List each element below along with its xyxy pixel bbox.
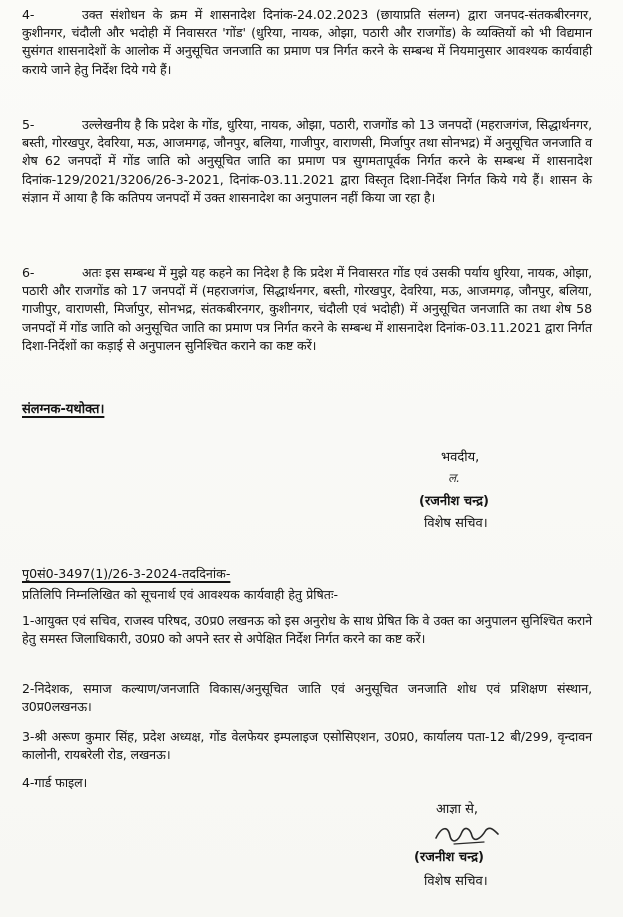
signer-name: (रजनीश चन्द्र) (419, 494, 489, 509)
paragraph-number: 4- (22, 7, 35, 22)
signer-name-2: (रजनीश चन्द्र) (414, 850, 484, 865)
paragraph-4 (22, 6, 592, 79)
signature-initials: ल. (448, 471, 460, 485)
copy-intro: प्रतिलिपि निम्नलिखित को सूचनार्थ एवं आवश्यक कार्यवाही हेतु प्रेषितः- (22, 587, 339, 602)
signer-designation-2: विशेष सचिव। (424, 874, 488, 889)
copy-item-2: 2-निदेशक, समाज कल्याण/जनजाति विकास/अनुसूचित जाति एवं अनुसूचित जनजाति शोध एवं प्रशिक्षण संस्थान, उ0प्र0लखनऊ। (22, 681, 592, 715)
copy-item-3: 3-श्री अरूण कुमार सिंह, प्रदेश अध्यक्ष, गोंड वेलफेयर इम्पलाइज एसोसिएशन, उ0प्र0, कार्यालय पता-12 बी/299, वृन्दावन कालोनी, रायबरेली रोड, लखनऊ। (22, 729, 592, 763)
copy-item-4: 4-गार्ड फाइल। (22, 775, 88, 790)
reference-number: पृ0सं0-3497(1)/26-3-2024-तददिनांक- (22, 566, 231, 581)
paragraph-number: 6- (22, 265, 35, 280)
paragraph-text: अतः इस सम्बन्ध में मुझे यह कहने का निदेश है कि प्रदेश में निवासरत गोंड एवं उसकी पर्याय धुरिया, नायक, ओझा, पठारी और राजगोंड को 17 जनपदों में (महराजगंज, सिद्धार्थनगर, बस्ती, गोरखपुर, देवरिया, मऊ, आजमगढ़, जौनपुर, बलिया, गाजीपुर, वाराणसी, मिर्जापुर, सोनभद्र, संतकबीरनगर, कुशीनगर, चंदौली एवं भदोही) में अनुसूचित जनजाति का तथा शेष 58 जनपदों में गोंड जाति को अनुसूचित जाति का प्रमाण पत्र निर्गत करने के सम्बन्ध में शासनादेश दिनांक-03.11.2021 द्वारा निर्गत दिशा-निर्देशों का कड़ाई से अनुपालन सुनिश्चित कराने का कष्ट करें। (22, 265, 592, 353)
paragraph-text: उक्त संशोधन के क्रम में शासनादेश दिनांक-24.02.2023 (छायाप्रति संलग्न) द्वारा जनपद-संतकबीरनगर, कुशीनगर, चंदौली और भदोही में निवासरत 'गोंड' (धुरिया, नायक, ओझा, पठारी और राजगोंड) के व्यक्तियों को भी विद्यमान सुसंगत शासनादेशों के आलोक में अनुसूचित जनजाति का प्रमाण पत्र निर्गत करने के सम्बन्ध में नियमानुसार आवश्यक कार्यवाही कराये जाने हेतु निर्देश दिये गये हैं। (22, 7, 592, 77)
paragraph-text: उल्लेखनीय है कि प्रदेश के गोंड, धुरिया, नायक, ओझा, पठारी, राजगोंड को 13 जनपदों (महराजगंज, सिद्धार्थनगर, बस्ती, गोरखपुर, देवरिया, मऊ, आजमगढ़, जौनपुर, बलिया, गाजीपुर, वाराणसी, मिर्जापुर तथा सोनभद्र) में अनुसूचित जनजाति व शेष 62 जनपदों में गोंड जाति को अनुसूचित जाति का प्रमाण पत्र सुगमतापूर्वक निर्गत करने के सम्बन्ध में शासनादेश दिनांक-129/2021/3206/26-3-2021, दिनांक-03.11.2021 द्वारा विस्तृत दिशा-निर्देश निर्गत किये गये हैं। शासन के संज्ञान में आया है कि कतिपय जनपदों में उक्त शासनादेश का अनुपालन नहीं किया जा रहा है। (22, 117, 592, 205)
paragraph-5 (22, 116, 592, 207)
signature-scribble (432, 822, 502, 848)
signature-salutation-2: आज्ञा से, (436, 802, 479, 817)
copy-item-1: 1-आयुक्त एवं सचिव, राजस्व परिषद, उ0प्र0 लखनऊ को इस अनुरोध के साथ प्रेषित कि वे उक्त का अनुपालन सुनिश्चित कराने हेतु समस्त जिलाधिकारी, उ0प्र0 को अपने स्तर से अपेक्षित निर्देश निर्गत करने का कष्ट करें। (22, 613, 592, 647)
signer-designation: विशेष सचिव। (424, 516, 488, 531)
paragraph-6 (22, 264, 592, 355)
enclosure-label: संलग्नक-यथोक्त। (22, 402, 105, 417)
signature-salutation: भवदीय, (441, 450, 480, 465)
paragraph-number: 5- (22, 117, 35, 132)
